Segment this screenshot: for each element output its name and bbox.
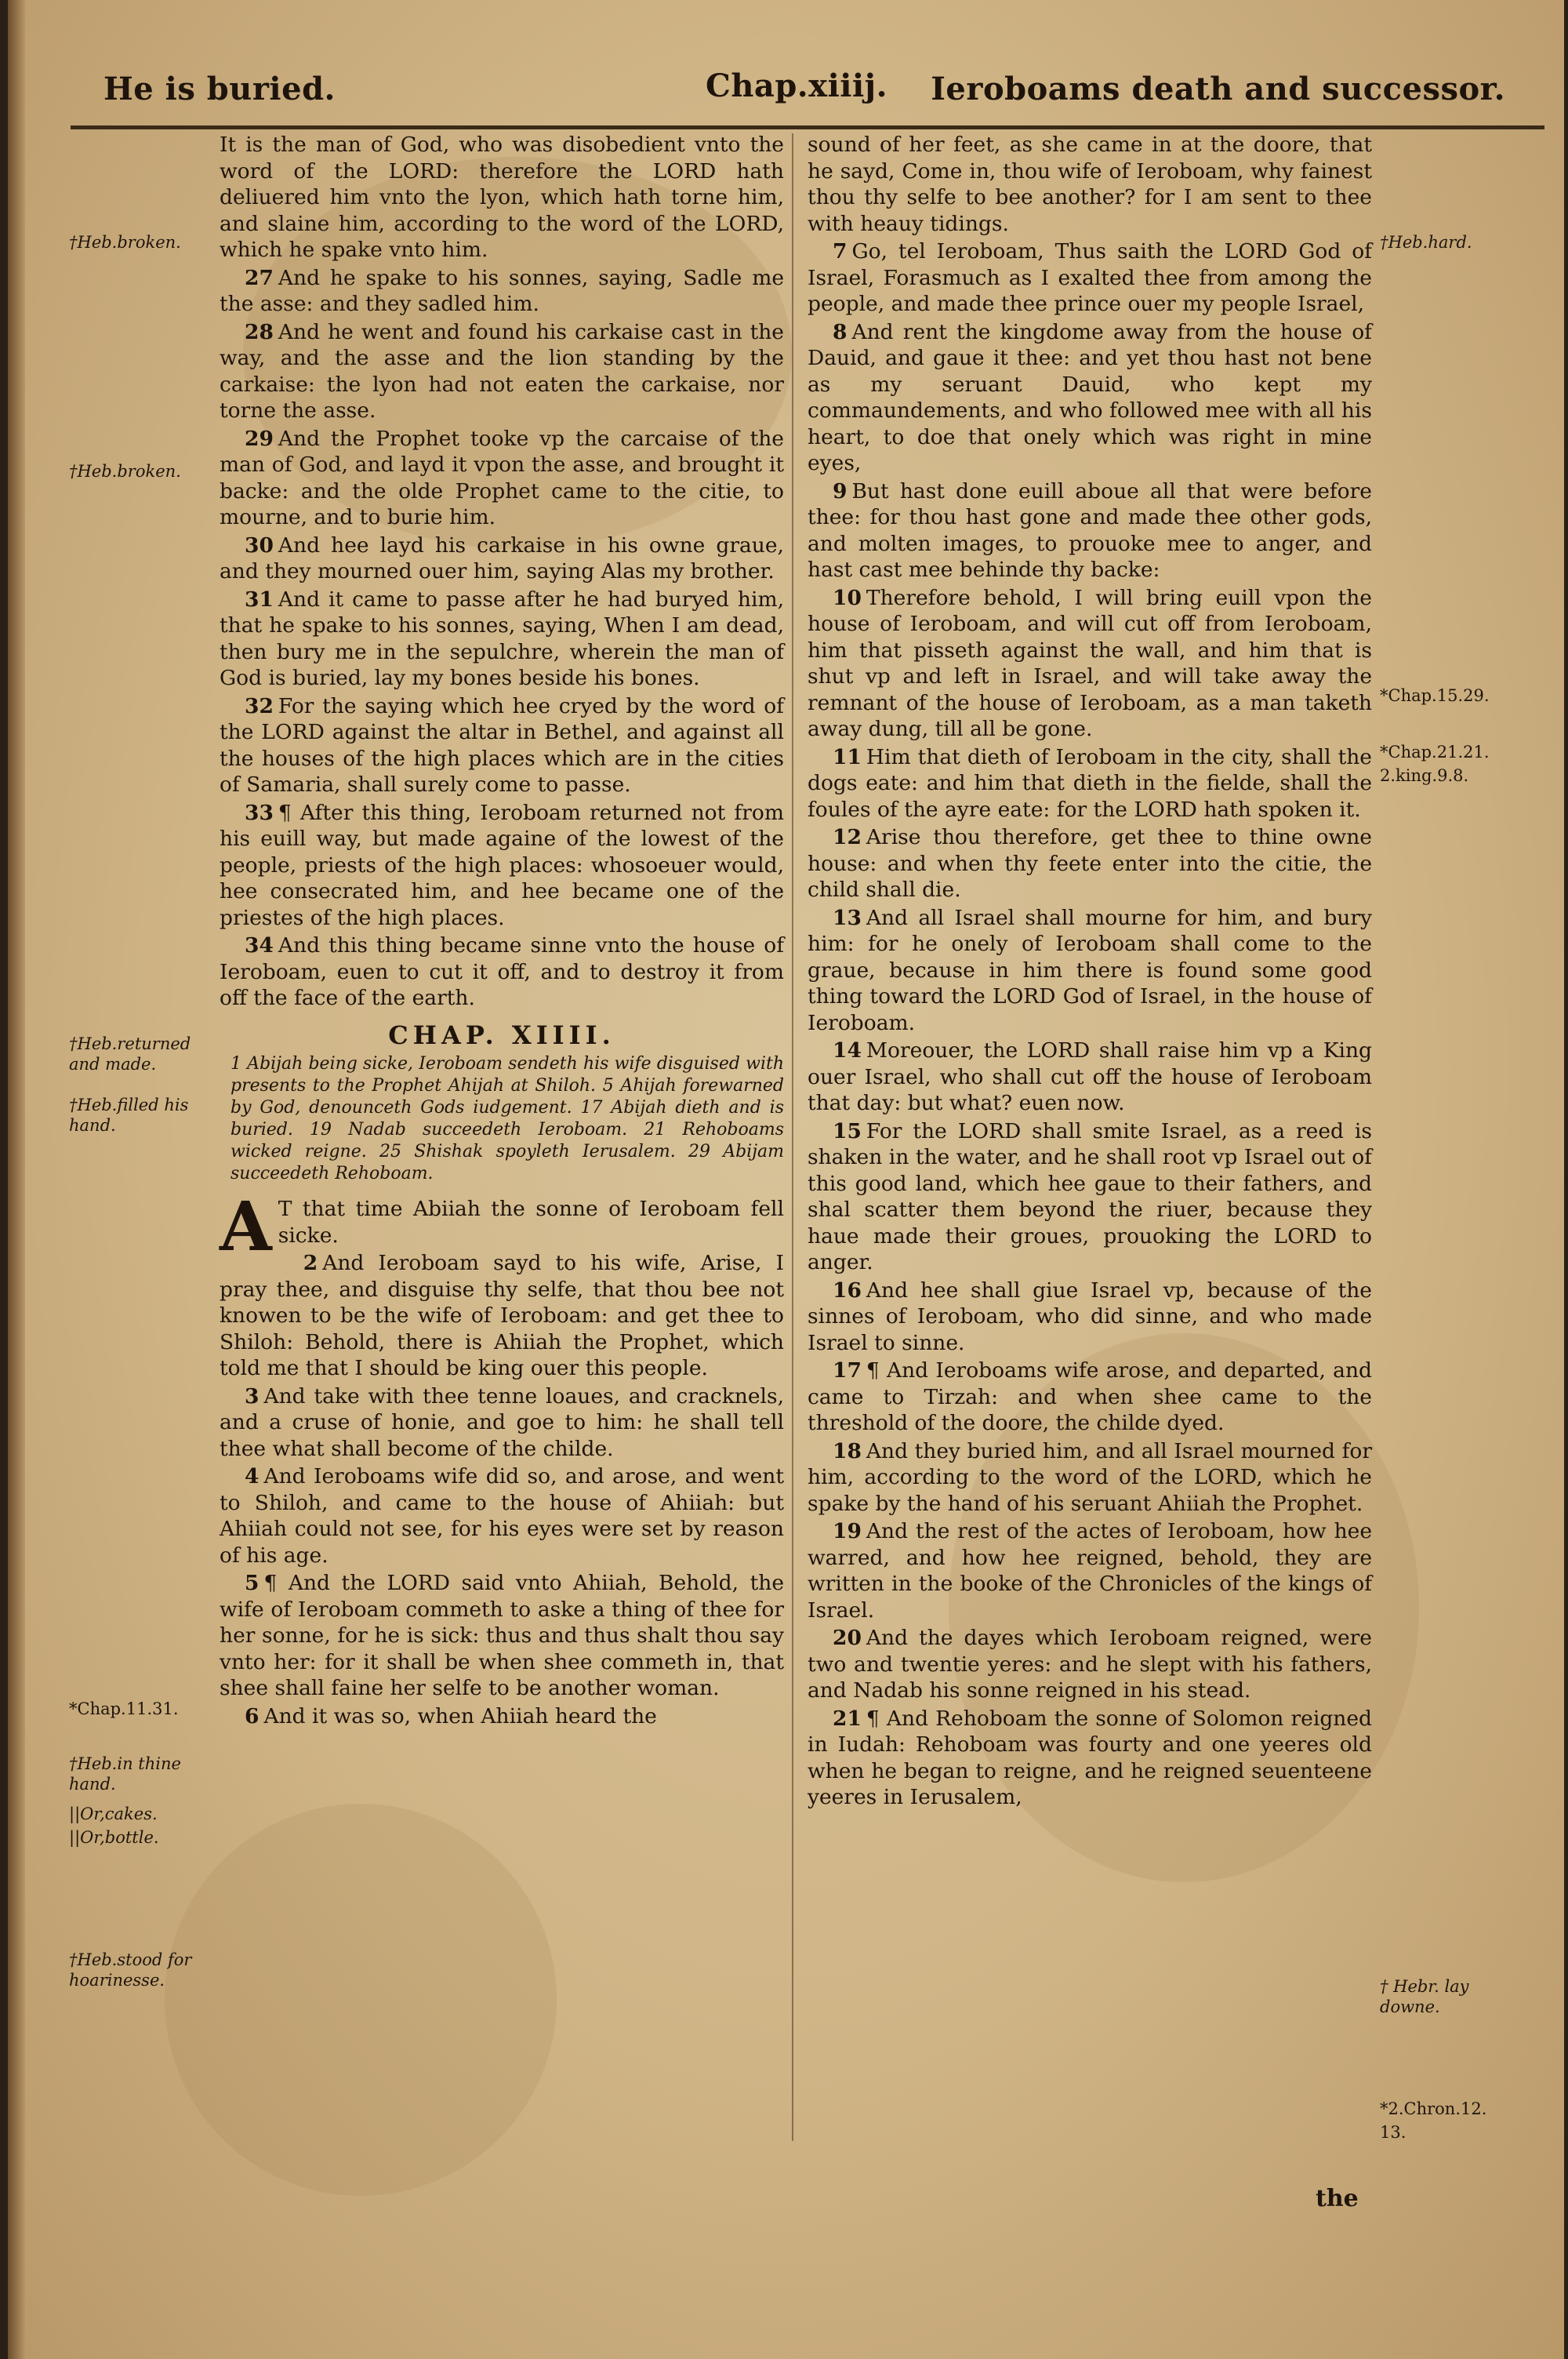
running-header [94,64,1505,119]
verse: It is the man of God, who was disobedient vnto the word of the LORD: therefore the LORD hath deliuered him vnto the lyon, which hath torne him, and slaine him, according to the word of the LORD, which he spake vnto him. [220,133,784,262]
verse: 3 And take with thee tenne loaues, and cracknels, and a cruse of honie, and goe to him: he shall tell thee what shall become of the childe. [220,1383,784,1461]
verse-number: 16 [833,1278,862,1303]
verse-number: 18 [833,1438,862,1463]
margin-note: *Chap.11.31. [69,1699,179,1718]
verse: 6 And it was so, when Ahiiah heard the [245,1703,657,1728]
margin-note: *Chap.15.29. [1380,686,1490,705]
verse-number: 9 [833,478,848,503]
verse: 20 And the dayes which Ieroboam reigned, were two and twentie yeres: and he slept with his fathers, and Nadab his sonne reigned in his stead. [808,1626,1372,1703]
header-right: Ieroboams death and successor. [931,71,1505,107]
verse-number: 30 [245,533,274,558]
left-margin-notes [69,132,210,2249]
verse: 27 And he spake to his sonnes, saying, Sadle me the asse: and they sadled him. [220,265,784,316]
verse-number: 12 [833,825,862,849]
header-left: He is buried. [103,71,336,107]
margin-note: 2.king.9.8. [1380,766,1469,785]
verse: 12 Arise thou therefore, get thee to thine owne house: and when thy feete enter into the citie, the child shall die. [808,825,1372,902]
verse-number: 4 [245,1464,260,1488]
verse-number: 15 [833,1118,862,1143]
margin-note: ||Or,cakes. [69,1805,158,1823]
verse: 11 Him that dieth of Ieroboam in the city, shall the dogs eate: and him that dieth in the fielde, shall the foules of the ayre eate: for the LORD hath spoken it. [808,744,1372,822]
verse-number: 3 [245,1383,260,1408]
verse-number: 27 [245,265,274,290]
verse: 18 And they buried him, and all Israel mourned for him, according to the word of the LORD, which he spake by the hand of his seruant Ahiiah the Prophet. [808,1438,1372,1516]
verse: 33 ¶ After this thing, Ieroboam returned not from his euill way, but made againe of the lowest of the people, priests of the high places: whosoeuer would, hee consecrated him, and hee became one of the priestes of the high places. [220,800,784,930]
verse: 13 And all Israel shall mourne for him, and bury him: for he onely of Ieroboam shall come to the graue, because in him there is found some good thing toward the LORD God of Israel, in the house of Ieroboam. [808,905,1372,1035]
left-column [220,132,784,1731]
verse: 29 And the Prophet tooke vp the carcaise of the man of God, and layd it vpon the asse, and brought it backe: and the olde Prophet came to the citie, to mourne, and to burie him. [220,426,784,529]
margin-note: †Heb.filled his hand. [69,1096,189,1135]
margin-note: †Heb.stood for hoarinesse. [69,1950,192,1990]
verse: 2 And Ieroboam sayd to his wife, Arise, I pray thee, and disguise thy selfe, that thou bee not knowen to be the wife of Ieroboam: and get thee to Shiloh: Behold, there is Ahiiah the Prophet, which told me that I should be king ouer this people. [220,1251,784,1380]
verse-number: 14 [833,1038,862,1063]
margin-note: †Heb.broken. [69,233,181,252]
verse-number: 29 [245,426,274,451]
verse-number: 7 [833,239,848,264]
margin-note: †Heb.broken. [69,462,181,481]
verse-number: 11 [833,744,862,769]
verse: 4 And Ieroboams wife did so, and arose, and went to Shiloh, and came to the house of Ahiiah: but Ahiiah could not see, for his eyes were set by reason of his age. [220,1464,784,1568]
bible-page [8,0,1564,2359]
column-divider [792,133,793,2141]
verse: 30 And hee layd his carkaise in his owne graue, and they mourned ouer him, saying Alas my brother. [220,533,784,583]
verse-number: 19 [833,1519,862,1543]
right-margin-notes [1380,132,1552,2249]
verse-number: 31 [245,587,274,612]
verse: 14 Moreouer, the LORD shall raise him vp a King ouer Israel, who shall cut off the house of Ieroboam that day: but what? euen now. [808,1038,1372,1115]
verse: 8 And rent the kingdome away from the house of Dauid, and gaue it thee: and yet thou hast not bene as my seruant Dauid, who kept my commaundements, and who followed mee with all his heart, to doe that onely which was right in mine eyes, [808,319,1372,475]
header-rule [71,125,1544,129]
verse-number: 8 [833,319,848,344]
chapter-summary: 1 Abijah being sicke, Ieroboam sendeth his wife disguised with presents to the Prophet Ahijah at Shiloh. 5 Ahijah forewarned by God, denounceth Gods iudgement. 17 Abijah dieth and is buried. 19 Nadab succeedeth Ieroboam. 21 Rehoboams wicked reigne. 25 Shishak spoyleth Ierusalem. 29 Abijam succeedeth Rehoboam. [230,1054,784,1183]
verse-number: 6 [245,1703,260,1728]
verse: sound of her feet, as she came in at the doore, that he sayd, Come in, thou wife of Ieroboam, why fainest thou thy selfe to bee another? for I am sent to thee with heauy tidings. [808,133,1372,236]
verse-number: 21 [833,1706,862,1731]
verse: 16 And hee shall giue Israel vp, because of the sinnes of Ieroboam, who did sinne, and who made Israel to sinne. [808,1278,1372,1355]
paper-stain [165,1804,557,2196]
verse: 19 And the rest of the actes of Ieroboam, how hee warred, and how hee reigned, behold, they are written in the booke of the Chronicles of the kings of Israel. [808,1519,1372,1623]
verse-number: 10 [833,585,862,610]
verse: A T that time Abiiah the sonne of Ieroboam fell sicke. [220,1187,784,1267]
verse: 9 But hast done euill aboue all that were before thee: for thou hast gone and made thee other gods, and molten images, to prouoke mee to anger, and hast cast mee behinde thy backe: [808,478,1372,582]
right-column [808,132,1372,1812]
margin-note: 13. [1380,2123,1406,2142]
catchword: the [1316,2185,1359,2212]
margin-note: †Heb.hard. [1380,233,1472,252]
verse: 21 ¶ And Rehoboam the sonne of Solomon reigned in Iudah: Rehoboam was fourty and one yeeres old when he began to reigne, and he reigned seuenteene yeeres in Ierusalem, [808,1706,1372,1809]
verse-number: 34 [245,933,274,958]
margin-note: † Hebr. lay downe. [1380,1977,1469,2016]
verse-number: 20 [833,1626,862,1650]
verse-number: 2 [303,1251,318,1275]
chapter-heading: CHAP. XIIII. [388,1020,615,1050]
verse: 10 Therefore behold, I will bring euill vpon the house of Ieroboam, and will cut off from Ieroboam, him that pisseth against the wall, and him that is shut vp and left in Israel, and will take away the remnant of the house of Ieroboam, as a man taketh away dung, till all be gone. [808,585,1372,741]
margin-note: †Heb.returned and made. [69,1034,191,1074]
verse-number: 28 [245,319,274,344]
verse: 15 For the LORD shall smite Israel, as a reed is shaken in the water, and he shall root vp Israel out of this good land, which hee gaue to their fathers, and shal scatter them beyond the riuer, because they haue made their groues, prouoking the LORD to anger. [808,1118,1372,1274]
verse-number: 5 [245,1571,260,1595]
verse-number: 33 [245,800,274,825]
drop-cap: A [220,1187,272,1267]
margin-note: †Heb.in thine hand. [69,1754,181,1794]
verse-number: 32 [245,693,274,718]
verse: 32 For the saying which hee cryed by the word of the LORD against the altar in Bethel, and against all the houses of the high places which are in the cities of Samaria, shall surely come to passe. [220,693,784,797]
margin-note: *2.Chron.12. [1380,2099,1487,2118]
verse-number: 17 [833,1358,862,1383]
binding-edge [8,0,25,2359]
verse-number: 13 [833,905,862,930]
verse: 7 Go, tel Ieroboam, Thus saith the LORD God of Israel, Forasmuch as I exalted thee from among the people, and made thee prince ouer my people Israel, [808,239,1372,316]
header-chapter: Chap.xiiij. [706,67,888,104]
verse: 31 And it came to passe after he had buryed him, that he spake to his sonnes, saying, When I am dead, then bury me in the sepulchre, wherein the man of God is buried, lay my bones beside his bones. [220,587,784,690]
verse: 28 And he went and found his carkaise cast in the way, and the asse and the lion standing by the carkaise: the lyon had not eaten the carkaise, nor torne the asse. [220,319,784,423]
margin-note: ||Or,bottle. [69,1828,159,1847]
margin-note: *Chap.21.21. [1380,743,1490,761]
verse: 5 ¶ And the LORD said vnto Ahiiah, Behold, the wife of Ieroboam commeth to aske a thing of thee for her sonne, for he is sick: thus and thus shalt thou say vnto her: for it shall be when shee commeth in, that shee shall faine her selfe to be another woman. [220,1571,784,1700]
verse: 34 And this thing became sinne vnto the house of Ieroboam, euen to cut it off, and to destroy it from off the face of the earth. [220,933,784,1010]
verse: 17 ¶ And Ieroboams wife arose, and departed, and came to Tirzah: and when shee came to the threshold of the doore, the childe dyed. [808,1358,1372,1435]
